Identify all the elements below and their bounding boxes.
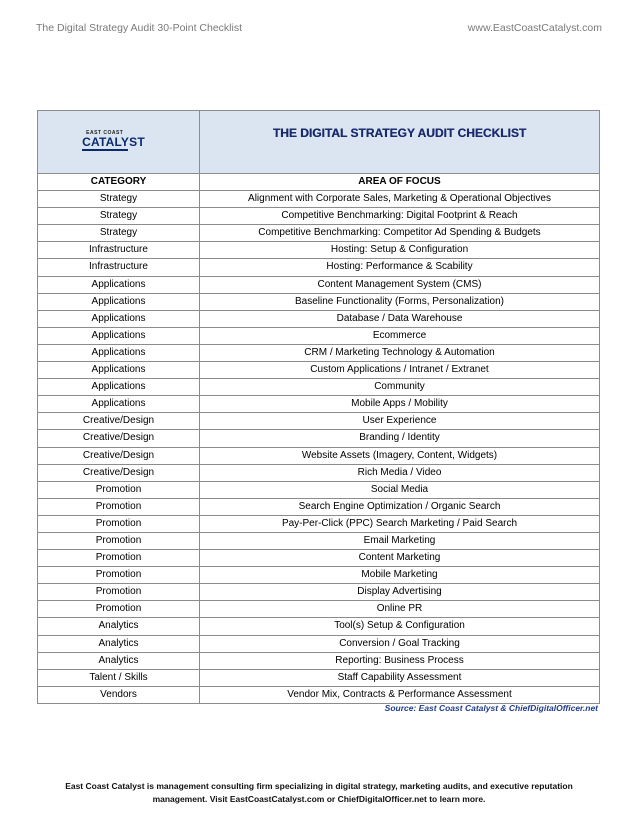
table-row [38, 498, 600, 515]
category-cell: Creative/Design [38, 430, 200, 447]
category-cell: Applications [38, 293, 200, 310]
category-cell: Infrastructure [38, 259, 200, 276]
page-header [36, 22, 602, 34]
category-cell: Talent / Skills [38, 669, 200, 686]
category-cell: Analytics [38, 652, 200, 669]
category-cell: Promotion [38, 481, 200, 498]
area-of-focus-header: AREA OF FOCUS [200, 174, 600, 191]
category-cell: Analytics [38, 618, 200, 635]
logo-cell [38, 111, 200, 174]
table-row [38, 242, 600, 259]
category-cell: Applications [38, 327, 200, 344]
table-title: THE DIGITAL STRATEGY AUDIT CHECKLIST [200, 111, 600, 174]
footer-text: East Coast Catalyst is management consulting firm specializing in digital strategy, marketing audits, and executive reputation management. Visit EastCoastCatalyst.com or ChiefDigitalOfficer.net to learn more. [65, 781, 573, 804]
table-row [38, 447, 600, 464]
table-row [38, 550, 600, 567]
table-row [38, 259, 600, 276]
area-of-focus-cell: Mobile Marketing [200, 567, 600, 584]
category-cell: Promotion [38, 532, 200, 549]
area-of-focus-cell: Ecommerce [200, 327, 600, 344]
category-cell: Analytics [38, 635, 200, 652]
area-of-focus-cell: Rich Media / Video [200, 464, 600, 481]
table-row [38, 635, 600, 652]
category-header: CATEGORY [38, 174, 200, 191]
category-cell: Applications [38, 379, 200, 396]
table-row [38, 191, 600, 208]
area-of-focus-cell: Staff Capability Assessment [200, 669, 600, 686]
area-of-focus-cell: Conversion / Goal Tracking [200, 635, 600, 652]
area-of-focus-cell: Search Engine Optimization / Organic Search [200, 498, 600, 515]
table-row [38, 686, 600, 703]
table-row [38, 652, 600, 669]
table-row [38, 293, 600, 310]
area-of-focus-cell: Branding / Identity [200, 430, 600, 447]
area-of-focus-cell: Vendor Mix, Contracts & Performance Assessment [200, 686, 600, 703]
table-row [38, 430, 600, 447]
table-row [38, 327, 600, 344]
category-cell: Applications [38, 276, 200, 293]
category-cell: Promotion [38, 584, 200, 601]
area-of-focus-cell: Email Marketing [200, 532, 600, 549]
category-cell: Infrastructure [38, 242, 200, 259]
table-row [38, 413, 600, 430]
table-row [38, 669, 600, 686]
area-of-focus-cell: Baseline Functionality (Forms, Personalization) [200, 293, 600, 310]
area-of-focus-cell: User Experience [200, 413, 600, 430]
table-row [38, 618, 600, 635]
area-of-focus-cell: Online PR [200, 601, 600, 618]
category-cell: Applications [38, 396, 200, 413]
document-title: The Digital Strategy Audit 30-Point Checklist [36, 22, 243, 34]
category-cell: Applications [38, 362, 200, 379]
category-cell: Creative/Design [38, 464, 200, 481]
category-cell: Strategy [38, 225, 200, 242]
area-of-focus-cell: Community [200, 379, 600, 396]
area-of-focus-cell: Tool(s) Setup & Configuration [200, 618, 600, 635]
area-of-focus-cell: Content Management System (CMS) [200, 276, 600, 293]
table-row [38, 515, 600, 532]
table-row [38, 601, 600, 618]
table-row [38, 362, 600, 379]
table-row [38, 344, 600, 361]
table-row [38, 464, 600, 481]
table-row [38, 396, 600, 413]
table-row [38, 584, 600, 601]
area-of-focus-cell: Content Marketing [200, 550, 600, 567]
area-of-focus-cell: Custom Applications / Intranet / Extranet [200, 362, 600, 379]
east-coast-catalyst-logo: EAST COAST CATALYST [82, 130, 145, 150]
area-of-focus-cell: Website Assets (Imagery, Content, Widgets) [200, 447, 600, 464]
area-of-focus-cell: Database / Data Warehouse [200, 310, 600, 327]
area-of-focus-cell: Social Media [200, 481, 600, 498]
category-cell: Creative/Design [38, 413, 200, 430]
table-header-row [38, 174, 600, 191]
table-row [38, 567, 600, 584]
area-of-focus-cell: Hosting: Setup & Configuration [200, 242, 600, 259]
category-cell: Vendors [38, 686, 200, 703]
table-title-row [38, 111, 600, 174]
website-url: www.EastCoastCatalyst.com [467, 22, 602, 34]
category-cell: Promotion [38, 567, 200, 584]
table-row [38, 225, 600, 242]
area-of-focus-cell: Pay-Per-Click (PPC) Search Marketing / Paid Search [200, 515, 600, 532]
category-cell: Promotion [38, 515, 200, 532]
area-of-focus-cell: CRM / Marketing Technology & Automation [200, 344, 600, 361]
table-row [38, 310, 600, 327]
area-of-focus-cell: Alignment with Corporate Sales, Marketing & Operational Objectives [200, 191, 600, 208]
category-cell: Creative/Design [38, 447, 200, 464]
category-cell: Strategy [38, 191, 200, 208]
table-row [38, 208, 600, 225]
category-cell: Applications [38, 344, 200, 361]
table-row [38, 481, 600, 498]
area-of-focus-cell: Reporting: Business Process [200, 652, 600, 669]
area-of-focus-cell: Competitive Benchmarking: Competitor Ad Spending & Budgets [200, 225, 600, 242]
category-cell: Strategy [38, 208, 200, 225]
category-cell: Promotion [38, 550, 200, 567]
table-row [38, 276, 600, 293]
category-cell: Promotion [38, 498, 200, 515]
audit-checklist-table [37, 110, 600, 704]
area-of-focus-cell: Display Advertising [200, 584, 600, 601]
area-of-focus-cell: Mobile Apps / Mobility [200, 396, 600, 413]
source-note: Source: East Coast Catalyst & ChiefDigitalOfficer.net [384, 703, 598, 713]
category-cell: Promotion [38, 601, 200, 618]
table-row [38, 532, 600, 549]
area-of-focus-cell: Competitive Benchmarking: Digital Footprint & Reach [200, 208, 600, 225]
category-cell: Applications [38, 310, 200, 327]
table-body [38, 191, 600, 704]
area-of-focus-cell: Hosting: Performance & Scability [200, 259, 600, 276]
table-row [38, 379, 600, 396]
